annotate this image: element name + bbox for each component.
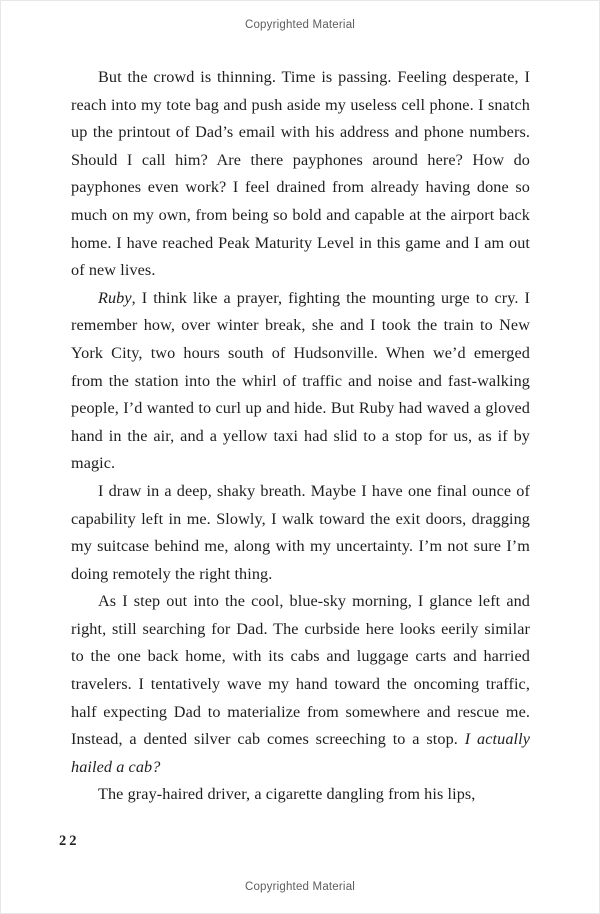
- paragraph: [71, 285, 530, 478]
- page-body: [71, 64, 530, 809]
- text-segment: As I step out into the cool, blue-sky morning, I glance left and right, still searching for Dad. The curbside here looks eerily similar to the one back home, with its cabs and luggage carts and harried travelers. I tentatively wave my hand toward the oncoming traffic, half expecting Dad to materialize from somewhere and rescue me. Instead, a dented silver cab comes screeching to a stop.: [71, 592, 530, 749]
- copyright-notice-bottom: Copyrighted Material: [244, 881, 356, 893]
- paragraph: [71, 64, 530, 285]
- text-segment: The gray-haired driver, a cigarette dangling from his lips,: [98, 785, 476, 804]
- paragraph: [71, 588, 530, 781]
- copyright-notice-top: Copyrighted Material: [244, 19, 356, 31]
- text-segment: , I think like a prayer, fighting the mounting urge to cry. I remember how, over winter break, she and I took the train to New York City, two hours south of Hudsonville. When we’d emerged from the station into the whirl of traffic and noise and fast-walking people, I’d wanted to curl up and hide. But Ruby had waved a gloved hand in the air, and a yellow taxi had slid to a stop for us, as if by magic.: [71, 288, 530, 473]
- text-segment-italic: I actually hailed a cab?: [71, 730, 530, 776]
- paragraph: [71, 781, 530, 809]
- paragraph: [71, 478, 530, 588]
- text-segment: I draw in a deep, shaky breath. Maybe I have one final ounce of capability left in me. Slowly, I walk toward the exit doors, dragging my suitcase behind me, along with my uncertainty. I’m not sure I’m doing remotely the right thing.: [71, 481, 530, 583]
- page-number: 22: [59, 833, 80, 849]
- text-segment-italic: Ruby: [98, 288, 132, 307]
- text-segment: But the crowd is thinning. Time is passing. Feeling desperate, I reach into my tote bag and push aside my useless cell phone. I snatch up the printout of Dad’s email with his address and phone numbers. Should I call him? Are there payphones around here? How do payphones even work? I feel drained from already having done so much on my own, from being so bold and capable at the airport back home. I have reached Peak Maturity Level in this game and I am out of new lives.: [71, 68, 530, 280]
